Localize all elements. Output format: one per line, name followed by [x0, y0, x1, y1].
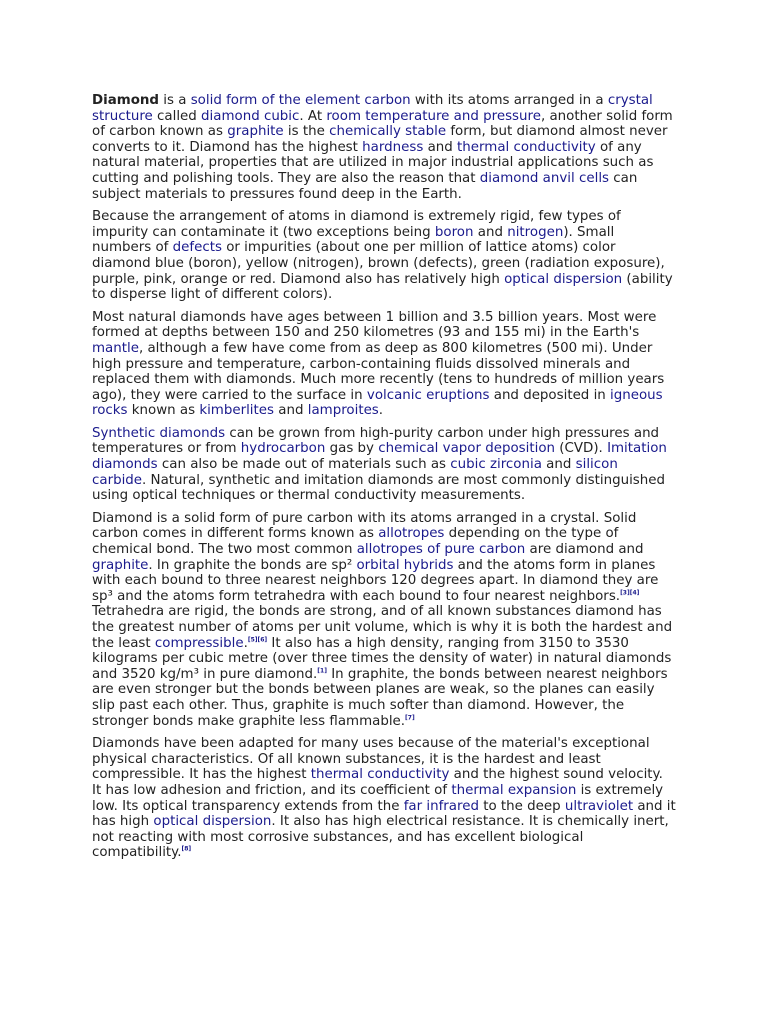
paragraph: [92, 93, 676, 202]
article-link[interactable]: lamproites: [307, 403, 379, 419]
citation-link[interactable]: [7]: [405, 714, 415, 722]
text-run: of any natural material, properties that are utilized in major industrial applications such as cutting and polishing tools. They are also the reason that: [92, 139, 654, 186]
article-link[interactable]: compressible: [154, 635, 244, 651]
article-link[interactable]: boron: [434, 224, 474, 240]
text-run: is a: [159, 93, 191, 108]
text-run: are diamond and: [525, 542, 644, 558]
text-run: and: [473, 224, 508, 240]
text-run: Diamonds have been adapted for many uses because of the material's exceptional physical characteristics. Of all known substances, it is the hardest and least compressible. It has the highest: [92, 736, 650, 783]
citation-link[interactable]: [3][4]: [620, 589, 640, 597]
text-run: , another solid form of carbon known as: [92, 108, 673, 140]
text-run: Tetrahedra are rigid, the bonds are strong, and of all known substances diamond has the greatest number of atoms per unit volume, which is why it is both the hardest and the least: [92, 604, 673, 651]
paragraph: [92, 310, 676, 419]
text-run: gas by: [325, 441, 379, 457]
paragraph: [92, 511, 676, 729]
text-run: Most natural diamonds have ages between 1 billion and 3.5 billion years. Most were formed at depths between 150 and 250 kilometres (93 and 155 mi) in the Earth's: [92, 309, 657, 341]
text-run: and the highest sound velocity. It has low adhesion and friction, and its coefficient of: [92, 767, 663, 798]
article-link[interactable]: igneous rocks: [92, 387, 663, 419]
article-link[interactable]: allotropes: [378, 526, 445, 542]
citation-link[interactable]: [8]: [181, 845, 192, 853]
article-link[interactable]: nitrogen: [507, 224, 564, 240]
text-run: and: [423, 139, 458, 155]
paragraph: [92, 736, 676, 861]
text-run: form, but diamond almost never converts to it. Diamond has the highest: [92, 124, 668, 155]
article-link[interactable]: graphite: [92, 557, 149, 573]
article-link[interactable]: mantle: [92, 340, 139, 356]
article-link[interactable]: graphite: [227, 124, 284, 140]
article-link[interactable]: crystal structure: [92, 93, 653, 124]
article-link[interactable]: Imitation diamonds: [92, 441, 667, 473]
text-run: Because the arrangement of atoms in diamond is extremely rigid, few types of impurity can contaminate it (two exceptions being: [92, 209, 621, 240]
article-link[interactable]: far infrared: [403, 798, 479, 814]
text-run: depending on the type of chemical bond. The two most common: [92, 526, 619, 558]
citation-link[interactable]: [1]: [317, 667, 327, 675]
article-link[interactable]: thermal expansion: [451, 782, 577, 798]
text-run: can subject materials to pressures found deep in the Earth.: [92, 170, 638, 202]
text-run: and the atoms form in planes with each bound to three nearest neighbors 120 degrees apart. In diamond they are sp³ and the atoms form tetrahedra with each bound to four nearest neighbors.: [92, 557, 659, 604]
text-run: In graphite, the bonds between nearest neighbors are even stronger but the bonds between planes are weak, so the planes can easily slip past each other. Thus, graphite is much softer than diamond. However, the stronger bonds make graphite less flammable.: [92, 666, 668, 729]
article-link[interactable]: diamond anvil cells: [479, 170, 610, 186]
article-link[interactable]: kimberlites: [199, 403, 274, 419]
text-run: ). Small numbers of: [92, 224, 615, 256]
article-term: Diamond: [92, 93, 160, 108]
text-run: and it has high: [92, 798, 676, 830]
article-body: [92, 93, 676, 868]
text-run: is the: [283, 124, 330, 140]
text-run: or impurities (about one per million of lattice atoms) color diamond blue (boron), yellow (nitrogen), brown (defects), green (radiation exposure), purple, pink, orange or red. Diamond also has relatively high: [92, 240, 665, 287]
text-run: and: [274, 403, 308, 419]
text-run: is extremely low. Its optical transparency extends from the: [92, 782, 664, 814]
article-link[interactable]: cubic zirconia: [450, 457, 542, 473]
text-run: . In graphite the bonds are sp²: [148, 557, 357, 573]
article-link[interactable]: chemical vapor deposition: [378, 441, 556, 457]
article-link[interactable]: optical dispersion: [153, 814, 272, 830]
article-link[interactable]: allotropes of pure carbon: [356, 542, 526, 558]
text-run: , although a few have come from as deep as 800 kilometres (500 mi). Under high pressure and temperature, carbon-containing fluids dissolved minerals and replaced them with diamonds. Much more recently (tens to hundreds of million years ago), they were carried to the surface in: [92, 340, 665, 403]
text-run: called: [152, 108, 202, 124]
article-link[interactable]: orbital hybrids: [356, 557, 454, 573]
text-run: can be grown from high-purity carbon under high pressures and temperatures or from: [92, 425, 660, 457]
article-link[interactable]: optical dispersion: [504, 271, 623, 287]
article-link[interactable]: diamond cubic: [201, 108, 300, 124]
text-run: with its atoms arranged in a: [410, 93, 608, 108]
article-link[interactable]: solid form of the element carbon: [190, 93, 411, 108]
article-link[interactable]: thermal conductivity: [310, 767, 450, 783]
text-run: can also be made out of materials such as: [157, 457, 451, 473]
text-run: .: [243, 635, 248, 651]
article-link[interactable]: hydrocarbon: [240, 441, 326, 457]
article-link[interactable]: ultraviolet: [564, 798, 634, 814]
article-link[interactable]: thermal conductivity: [457, 139, 596, 155]
citation-link[interactable]: [5][6]: [247, 636, 268, 644]
text-run: . It also has high electrical resistance. It is chemically inert, not reacting with most corrosive substances, and has excellent biological compatibility.: [92, 814, 669, 861]
text-run: (ability to disperse light of different colors).: [92, 271, 673, 303]
text-run: It also has a high density, ranging from 3150 to 3530 kilograms per cubic metre (over three times the density of water) in natural diamonds and 3520 kg/m³ in pure diamond.: [92, 635, 672, 682]
paragraph: [92, 209, 676, 303]
text-run: Diamond is a solid form of pure carbon with its atoms arranged in a crystal. Solid carbon comes in different forms known as: [92, 510, 637, 542]
article-link[interactable]: volcanic eruptions: [366, 387, 490, 403]
text-run: and: [541, 457, 576, 473]
paragraph: [92, 426, 676, 504]
text-run: and deposited in: [489, 387, 611, 403]
text-run: . Natural, synthetic and imitation diamonds are most commonly distinguished using optical techniques or thermal conductivity measurements.: [92, 472, 666, 504]
text-run: (CVD).: [555, 441, 608, 457]
text-run: . At: [299, 108, 327, 124]
text-run: known as: [127, 403, 200, 419]
article-link[interactable]: defects: [172, 240, 222, 256]
article-link[interactable]: room temperature and pressure: [326, 108, 541, 124]
article-link[interactable]: silicon carbide: [92, 457, 618, 488]
article-link[interactable]: hardness: [362, 139, 424, 155]
text-run: .: [378, 403, 384, 419]
article-link[interactable]: chemically stable: [329, 124, 447, 140]
article-link[interactable]: Synthetic diamonds: [92, 425, 226, 441]
text-run: to the deep: [478, 798, 565, 814]
